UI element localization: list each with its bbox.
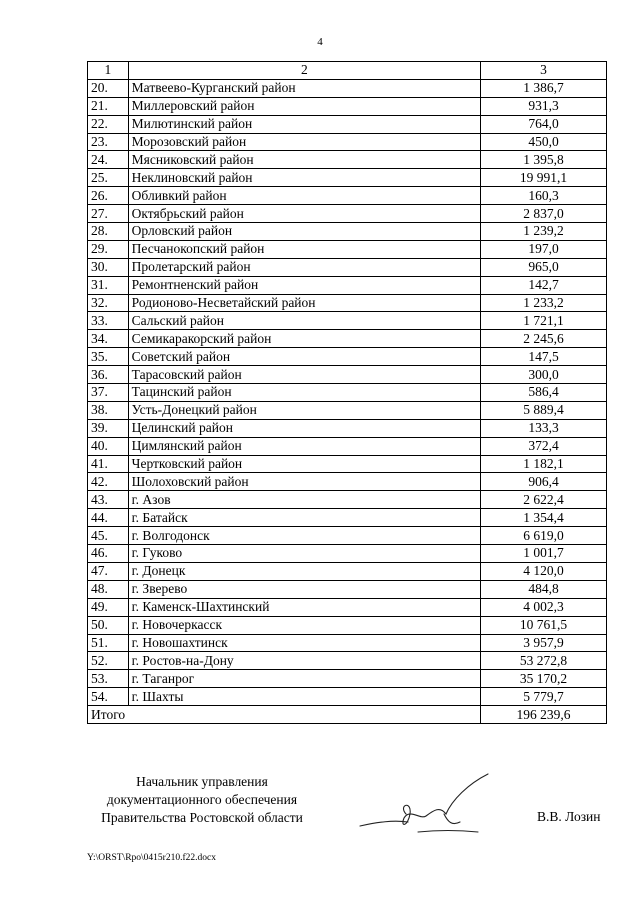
row-number: 43. bbox=[88, 491, 129, 509]
row-value: 2 837,0 bbox=[481, 205, 607, 223]
row-name: г. Таганрог bbox=[128, 670, 480, 688]
row-number: 30. bbox=[88, 258, 129, 276]
row-name: Матвеево-Курганский район bbox=[128, 79, 480, 97]
row-number: 33. bbox=[88, 312, 129, 330]
row-number: 46. bbox=[88, 545, 129, 563]
row-name: Родионово-Несветайский район bbox=[128, 294, 480, 312]
row-number: 25. bbox=[88, 169, 129, 187]
file-path: Y:\ORST\Rpo\0415r210.f22.docx bbox=[87, 853, 216, 863]
table-row bbox=[88, 473, 607, 491]
table-row bbox=[88, 187, 607, 205]
row-name: Сальский район bbox=[128, 312, 480, 330]
row-number: 32. bbox=[88, 294, 129, 312]
row-number: 28. bbox=[88, 223, 129, 241]
row-value: 4 002,3 bbox=[481, 598, 607, 616]
row-value: 5 889,4 bbox=[481, 401, 607, 419]
header-cell: 1 bbox=[88, 62, 129, 80]
row-name: Неклиновский район bbox=[128, 169, 480, 187]
table-row bbox=[88, 115, 607, 133]
row-name: Ремонтненский район bbox=[128, 276, 480, 294]
row-name: Обливкий район bbox=[128, 187, 480, 205]
row-number: 29. bbox=[88, 240, 129, 258]
row-name: Шолоховский район bbox=[128, 473, 480, 491]
row-number: 54. bbox=[88, 688, 129, 706]
row-name: Цимлянский район bbox=[128, 437, 480, 455]
row-name: г. Зверево bbox=[128, 580, 480, 598]
row-name: Миллеровский район bbox=[128, 97, 480, 115]
row-name: г. Батайск bbox=[128, 509, 480, 527]
row-number: 49. bbox=[88, 598, 129, 616]
row-value: 965,0 bbox=[481, 258, 607, 276]
row-number: 21. bbox=[88, 97, 129, 115]
row-name: г. Новошахтинск bbox=[128, 634, 480, 652]
row-value: 3 957,9 bbox=[481, 634, 607, 652]
row-value: 1 233,2 bbox=[481, 294, 607, 312]
signatory-name: В.В. Лозин bbox=[537, 809, 601, 824]
row-number: 47. bbox=[88, 562, 129, 580]
row-value: 1 395,8 bbox=[481, 151, 607, 169]
header-cell: 3 bbox=[481, 62, 607, 80]
row-name: Чертковский район bbox=[128, 455, 480, 473]
row-number: 31. bbox=[88, 276, 129, 294]
row-number: 52. bbox=[88, 652, 129, 670]
row-value: 160,3 bbox=[481, 187, 607, 205]
table-row bbox=[88, 240, 607, 258]
table-row bbox=[88, 223, 607, 241]
row-name: Усть-Донецкий район bbox=[128, 401, 480, 419]
table-header-row bbox=[88, 62, 607, 80]
budget-table bbox=[87, 61, 607, 724]
row-name: Тацинский район bbox=[128, 384, 480, 402]
table-row bbox=[88, 580, 607, 598]
row-name: г. Ростов-на-Дону bbox=[128, 652, 480, 670]
row-number: 42. bbox=[88, 473, 129, 491]
row-number: 45. bbox=[88, 527, 129, 545]
total-value: 196 239,6 bbox=[481, 706, 607, 724]
table-row bbox=[88, 330, 607, 348]
row-number: 36. bbox=[88, 366, 129, 384]
row-value: 53 272,8 bbox=[481, 652, 607, 670]
table-row bbox=[88, 688, 607, 706]
row-value: 1 354,4 bbox=[481, 509, 607, 527]
row-value: 19 991,1 bbox=[481, 169, 607, 187]
row-value: 931,3 bbox=[481, 97, 607, 115]
table-row bbox=[88, 616, 607, 634]
row-number: 23. bbox=[88, 133, 129, 151]
row-value: 906,4 bbox=[481, 473, 607, 491]
total-row bbox=[88, 706, 607, 724]
row-value: 4 120,0 bbox=[481, 562, 607, 580]
row-value: 142,7 bbox=[481, 276, 607, 294]
row-number: 22. bbox=[88, 115, 129, 133]
row-value: 5 779,7 bbox=[481, 688, 607, 706]
row-number: 34. bbox=[88, 330, 129, 348]
table-row bbox=[88, 598, 607, 616]
row-number: 20. bbox=[88, 79, 129, 97]
table-row bbox=[88, 670, 607, 688]
table-row bbox=[88, 401, 607, 419]
row-value: 586,4 bbox=[481, 384, 607, 402]
table-row bbox=[88, 133, 607, 151]
row-name: Пролетарский район bbox=[128, 258, 480, 276]
row-name: Октябрьский район bbox=[128, 205, 480, 223]
table-row bbox=[88, 419, 607, 437]
row-number: 51. bbox=[88, 634, 129, 652]
table-row bbox=[88, 169, 607, 187]
table-row bbox=[88, 652, 607, 670]
row-number: 48. bbox=[88, 580, 129, 598]
table-row bbox=[88, 294, 607, 312]
row-value: 2 245,6 bbox=[481, 330, 607, 348]
table-row bbox=[88, 205, 607, 223]
row-value: 1 239,2 bbox=[481, 223, 607, 241]
row-value: 133,3 bbox=[481, 419, 607, 437]
row-number: 24. bbox=[88, 151, 129, 169]
table-row bbox=[88, 455, 607, 473]
row-value: 450,0 bbox=[481, 133, 607, 151]
signature-title bbox=[87, 773, 317, 827]
handwritten-signature bbox=[348, 770, 498, 840]
row-value: 197,0 bbox=[481, 240, 607, 258]
row-number: 41. bbox=[88, 455, 129, 473]
table-row bbox=[88, 545, 607, 563]
header-cell: 2 bbox=[128, 62, 480, 80]
table-row bbox=[88, 509, 607, 527]
row-number: 27. bbox=[88, 205, 129, 223]
row-name: Целинский район bbox=[128, 419, 480, 437]
page-number: 4 bbox=[317, 36, 323, 48]
table-row bbox=[88, 384, 607, 402]
row-name: г. Новочеркасск bbox=[128, 616, 480, 634]
table-row bbox=[88, 258, 607, 276]
table-row bbox=[88, 276, 607, 294]
row-value: 1 386,7 bbox=[481, 79, 607, 97]
total-spacer bbox=[128, 706, 480, 724]
row-number: 26. bbox=[88, 187, 129, 205]
row-value: 6 619,0 bbox=[481, 527, 607, 545]
row-name: Тарасовский район bbox=[128, 366, 480, 384]
signature-title-line: Правительства Ростовской области bbox=[101, 810, 303, 825]
table-row bbox=[88, 437, 607, 455]
table-row bbox=[88, 366, 607, 384]
row-name: Орловский район bbox=[128, 223, 480, 241]
row-value: 35 170,2 bbox=[481, 670, 607, 688]
row-name: г. Шахты bbox=[128, 688, 480, 706]
table-row bbox=[88, 562, 607, 580]
row-value: 147,5 bbox=[481, 348, 607, 366]
table-row bbox=[88, 527, 607, 545]
row-number: 50. bbox=[88, 616, 129, 634]
row-number: 40. bbox=[88, 437, 129, 455]
signature-title-line: Начальник управления bbox=[136, 774, 268, 789]
row-name: Морозовский район bbox=[128, 133, 480, 151]
row-number: 38. bbox=[88, 401, 129, 419]
row-value: 2 622,4 bbox=[481, 491, 607, 509]
row-value: 372,4 bbox=[481, 437, 607, 455]
signature-title-line: документационного обеспечения bbox=[106, 792, 298, 807]
table-row bbox=[88, 491, 607, 509]
table-row bbox=[88, 634, 607, 652]
row-value: 300,0 bbox=[481, 366, 607, 384]
row-value: 484,8 bbox=[481, 580, 607, 598]
row-value: 764,0 bbox=[481, 115, 607, 133]
row-number: 37. bbox=[88, 384, 129, 402]
row-number: 53. bbox=[88, 670, 129, 688]
row-value: 1 001,7 bbox=[481, 545, 607, 563]
row-name: г. Гуково bbox=[128, 545, 480, 563]
table-row bbox=[88, 151, 607, 169]
row-name: г. Каменск-Шахтинский bbox=[128, 598, 480, 616]
table-row bbox=[88, 348, 607, 366]
row-name: г. Азов bbox=[128, 491, 480, 509]
row-number: 39. bbox=[88, 419, 129, 437]
table-row bbox=[88, 312, 607, 330]
table-row bbox=[88, 79, 607, 97]
table-body bbox=[88, 62, 607, 724]
row-number: 44. bbox=[88, 509, 129, 527]
row-value: 1 182,1 bbox=[481, 455, 607, 473]
row-name: Милютинский район bbox=[128, 115, 480, 133]
row-name: Советский район bbox=[128, 348, 480, 366]
row-name: г. Донецк bbox=[128, 562, 480, 580]
row-value: 10 761,5 bbox=[481, 616, 607, 634]
table-row bbox=[88, 97, 607, 115]
row-value: 1 721,1 bbox=[481, 312, 607, 330]
row-number: 35. bbox=[88, 348, 129, 366]
total-label: Итого bbox=[88, 706, 129, 724]
row-name: Семикаракорский район bbox=[128, 330, 480, 348]
row-name: Мясниковский район bbox=[128, 151, 480, 169]
row-name: Песчанокопский район bbox=[128, 240, 480, 258]
row-name: г. Волгодонск bbox=[128, 527, 480, 545]
